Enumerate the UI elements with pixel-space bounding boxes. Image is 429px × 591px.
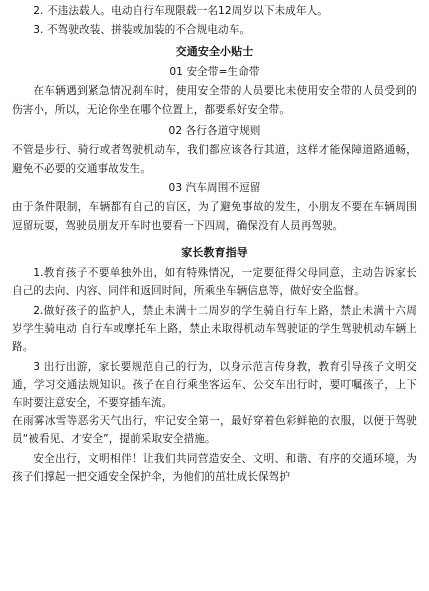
tip-2-body: 不管是步行、骑行或者驾驶机动车，我们都应该各行其道，这样才能保障道路通畅，避免不必要的交通事故发生。 — [12, 144, 417, 175]
parent-guideline-2: 2.做好孩子的监护人，禁止未满十二周岁的学生骑自行车上路，禁止未满十六周岁学生骑电动 自行车或摩托车上路，禁止未取得机动车驾驶证的学生驾驶机动车辆上路。 — [12, 305, 417, 353]
tip-1-heading: 01 安全带=生命带 — [169, 66, 260, 78]
closing-paragraph: 安全出行，文明相伴！让我们共同营造安全、文明、和谐、有序的交通环境，为孩子们撑起一把交通安全保护伞，为他们的茁壮成长保驾护 — [12, 453, 417, 483]
tip-3-heading: 03 汽车周围不逗留 — [168, 182, 261, 194]
tip-3-body: 由于条件限制，车辆都有自己的盲区，为了避免事故的发生，小朋友不要在车辆周围逗留玩耍，驾驶员朋友开车时也要看一下四周，确保没有人员再驾驶。 — [12, 201, 417, 232]
tips-section-title: 交通安全小贴士 — [175, 45, 254, 58]
rule-item-2: 2. 不违法载人。电动自行车现限载一名12周岁以下未成年人。 — [33, 5, 328, 17]
tip-2-heading: 02 各行各道守规则 — [168, 125, 261, 137]
weather-advice: 在雨雾冰雪等恶劣天气出行，牢记安全第一，最好穿着色彩鲜艳的衣服，以便于驾驶员“被看见、才安全”，提前采取安全措施。 — [12, 415, 417, 445]
tip-1-body: 在车辆遇到紧急情况刹车时，使用安全带的人员要比未使用安全带的人员受到的伤害小，所以，无论你坐在哪个位置上，都要系好安全带。 — [12, 85, 417, 116]
spacer — [12, 236, 417, 241]
parents-section-title: 家长教育指导 — [181, 246, 248, 259]
parent-guideline-1: 1.教育孩子不要单独外出，如有特殊情况，一定要征得父母同意，主动告诉家长自己的去向、内容、同伴和返回时间，所乘坐车辆信息等，做好安全监督。 — [12, 267, 417, 297]
rule-item-3: 3. 不驾驶改装、拼装或加装的不合规电动车。 — [33, 24, 251, 36]
parent-guideline-3: 3 出行出游，家长要规范自己的行为，以身示范言传身教，教育引导孩子文明交通，学习交通法规知识。孩子在自行乘坐客运车、公交车出行时，要叮嘱孩子，上下车时要注意安全，不要穿插车流。 — [12, 361, 417, 409]
